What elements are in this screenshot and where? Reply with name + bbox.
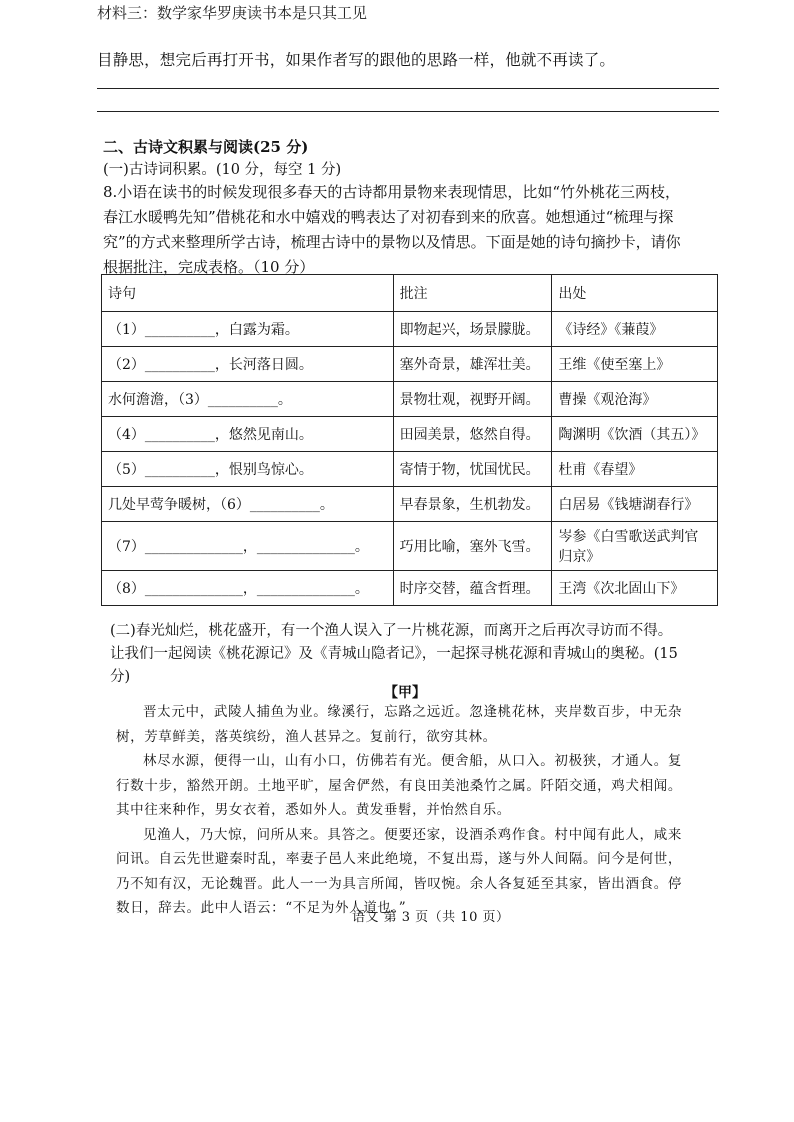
question-8-line: 春江水暖鸭先知”借桃花和水中嬉戏的鸭表达了对初春到来的欣喜。她想通过“梳理与探: [103, 208, 674, 226]
part-two-line: 分): [110, 669, 131, 685]
source-cell: 王湾《次北固山下》: [552, 571, 718, 606]
poem-cell[interactable]: （8）______________，______________。: [102, 571, 394, 606]
table-row: [102, 522, 718, 571]
poem-cell[interactable]: （4）__________，悠然见南山。: [102, 417, 394, 452]
part-two-intro: [110, 620, 718, 689]
header-source: 出处: [552, 275, 718, 312]
question-8-line: 8.小语在读书的时候发现很多春天的古诗都用景物来表现情思，比如“竹外桃花三两枝，: [103, 183, 680, 201]
note-cell: 早春景象，生机勃发。: [393, 487, 552, 522]
section-title: 二、古诗文积累与阅读(25 分): [103, 138, 309, 156]
poem-cell[interactable]: （1）__________，白露为霜。: [102, 312, 394, 347]
answer-line: [97, 88, 719, 89]
table-row: [102, 417, 718, 452]
poem-cell[interactable]: 水何澹澹，（3）__________。: [102, 382, 394, 417]
question-8-line: 究”的方式来整理所学古诗，梳理古诗中的景物以及情思。下面是她的诗句摘抄卡，请你: [103, 233, 681, 251]
poem-cell[interactable]: （7）______________，______________。: [102, 522, 394, 571]
table-row: [102, 571, 718, 606]
note-cell: 塞外奇景，雄浑壮美。: [393, 347, 552, 382]
table-row: [102, 312, 718, 347]
source-cell: 《诗经》《蒹葭》: [552, 312, 718, 347]
peach-blossom-passage: [116, 700, 682, 921]
header-poem: 诗句: [102, 275, 394, 312]
part-two-line: (二)春光灿烂，桃花盛开，有一个渔人误入了一片桃花源，而离开之后再次寻访而不得。: [110, 623, 673, 639]
note-cell: 巧用比喻，塞外飞雪。: [393, 522, 552, 571]
passage-paragraph: 见渔人，乃大惊，问所从来。具答之。便要还家，设酒杀鸡作食。村中闻有此人，咸来问讯。自云先世避秦时乱，率妻子邑人来此绝境，不复出焉，遂与外人间隔。问今是何世，乃不知有汉，无论魏晋。此人一一为具言所闻，皆叹惋。余人各复延至其家，皆出酒食。停数日，辞去。此中人语云：“不足为外人道也。”: [116, 826, 682, 916]
passage-label-jia: 【甲】: [384, 685, 426, 701]
table-row: [102, 347, 718, 382]
answer-line: [97, 111, 719, 112]
poem-cell[interactable]: 几处早莺争暖树，（6）__________。: [102, 487, 394, 522]
source-cell: 杜甫《春望》: [552, 452, 718, 487]
source-cell: 曹操《观沧海》: [552, 382, 718, 417]
page-footer: 语文 第 3 页（共 10 页）: [352, 910, 510, 925]
note-cell: 即物起兴，场景朦胧。: [393, 312, 552, 347]
source-cell: 陶渊明《饮酒（其五）》: [552, 417, 718, 452]
header-note: 批注: [393, 275, 552, 312]
source-cell: 白居易《钱塘湖春行》: [552, 487, 718, 522]
note-cell: 田园美景，悠然自得。: [393, 417, 552, 452]
table-row: [102, 487, 718, 522]
question-8-line: 根据批注，完成表格。（10 分）: [103, 258, 315, 276]
table-header-row: [102, 275, 718, 312]
poem-table: [101, 274, 718, 606]
material-three-ending: 目静思，想完后再打开书，如果作者写的跟他的思路一样，他就不再读了。: [97, 51, 616, 69]
note-cell: 时序交替，蕴含哲理。: [393, 571, 552, 606]
poem-cell[interactable]: （2）__________，长河落日圆。: [102, 347, 394, 382]
question-8: [103, 180, 719, 280]
source-cell: 王维《使至塞上》: [552, 347, 718, 382]
note-cell: 寄情于物，忧国忧民。: [393, 452, 552, 487]
source-cell: 岑参《白雪歌送武判官归京》: [552, 522, 718, 571]
table-row: [102, 452, 718, 487]
table-row: [102, 382, 718, 417]
poem-cell[interactable]: （5）__________，恨别鸟惊心。: [102, 452, 394, 487]
subsection-title: (一)古诗词积累。(10 分，每空 1 分): [103, 162, 342, 178]
passage-paragraph: 晋太元中，武陵人捕鱼为业。缘溪行，忘路之远近。忽逢桃花林，夹岸数百步，中无杂树，芳草鲜美，落英缤纷，渔人甚异之。复前行，欲穷其林。: [116, 704, 682, 745]
note-cell: 景物壮观，视野开阔。: [393, 382, 552, 417]
cut-off-header: 材料三：数学家华罗庚读书本是只其工见: [97, 4, 368, 22]
passage-paragraph: 林尽水源，便得一山，山有小口，仿佛若有光。便舍船，从口入。初极狭，才通人。复行数十步，豁然开朗。土地平旷，屋舍俨然，有良田美池桑竹之属。阡陌交通，鸡犬相闻。其中往来种作，男女衣着，悉如外人。黄发垂髫，并怡然自乐。: [116, 753, 682, 818]
part-two-line: 让我们一起阅读《桃花源记》及《青城山隐者记》，一起探寻桃花源和青城山的奥秘。(15: [110, 646, 678, 662]
